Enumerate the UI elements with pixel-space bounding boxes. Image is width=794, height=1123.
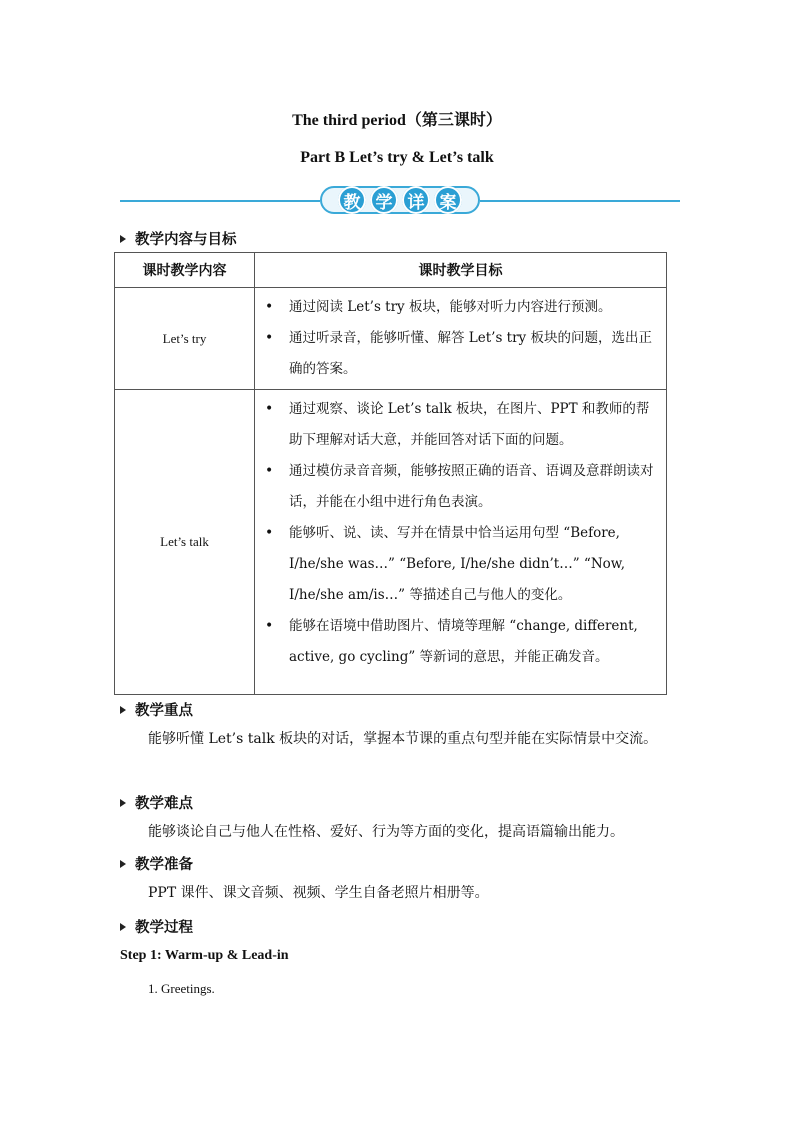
section-heading-difficulties: [120, 792, 193, 813]
table-header-cell: 课时教学内容: [115, 253, 255, 288]
section-heading-content-goals: [120, 228, 237, 249]
triangle-bullet-icon: [120, 923, 126, 931]
banner-char: 详: [402, 186, 430, 214]
triangle-bullet-icon: [120, 799, 126, 807]
section-heading-label: 教学准备: [135, 856, 193, 873]
section-heading-preparation: [120, 853, 193, 874]
triangle-bullet-icon: [120, 706, 126, 714]
triangle-bullet-icon: [120, 860, 126, 868]
difficulties-text: 能够谈论自己与他人在性格、爱好、行为等方面的变化，提高语篇输出能力。: [148, 824, 624, 840]
goal-item: • 通过听录音，能够听懂、解答 Let’s try 板块的问题，选出正确的答案。: [259, 323, 660, 385]
table-row: [115, 390, 667, 695]
goals-table: [114, 252, 667, 695]
banner-char: 案: [434, 186, 462, 214]
page-subtitle: Part B Let’s try & Let’s talk: [300, 149, 494, 166]
goal-item: • 能够听、说、读、写并在情景中恰当运用句型 “Before, I/he/she was…” “Before, I/he/she didn’t…” “Now, I/he/she am/is…” 等描述自己与他人的变化。: [259, 518, 660, 611]
step-item: 1. Greetings.: [148, 981, 215, 996]
step-heading: Step 1: Warm-up & Lead-in: [120, 948, 289, 963]
goal-item: • 通过模仿录音音频，能够按照正确的语音、语调及意群朗读对话，并能在小组中进行角色表演。: [259, 456, 660, 518]
banner-line-right: [480, 200, 680, 202]
section-heading-label: 教学重点: [135, 702, 193, 719]
triangle-bullet-icon: [120, 235, 126, 243]
section-heading-key-points: [120, 699, 193, 720]
table-header-row: [115, 253, 667, 288]
table-cell-goals: [255, 288, 667, 390]
banner-line-left: [120, 200, 320, 202]
banner-char: 学: [370, 186, 398, 214]
goal-item: • 能够在语境中借助图片、情境等理解 “change, different, active, go cycling” 等新词的意思，并能正确发音。: [259, 611, 660, 673]
preparation-text: PPT 课件、课文音频、视频、学生自备老照片相册等。: [148, 885, 489, 901]
section-heading-label: 教学难点: [135, 795, 193, 812]
section-heading-label: 教学内容与目标: [135, 231, 237, 248]
key-points-text: 能够听懂 Let’s talk 板块的对话，掌握本节课的重点句型并能在实际情景中交流。: [148, 731, 658, 747]
section-heading-label: 教学过程: [135, 919, 193, 936]
table-cell-goals: [255, 390, 667, 695]
goal-item: • 通过阅读 Let’s try 板块，能够对听力内容进行预测。: [259, 292, 660, 323]
section-banner: [120, 183, 680, 217]
banner-char: 教: [338, 186, 366, 214]
page-title: The third period（第三课时）: [292, 112, 502, 129]
goal-item: • 通过观察、谈论 Let’s talk 板块，在图片、PPT 和教师的帮助下理解对话大意，并能回答对话下面的问题。: [259, 394, 660, 456]
section-heading-process: [120, 916, 193, 937]
table-cell-content: Let’s try: [115, 288, 255, 390]
table-header-cell: 课时教学目标: [255, 253, 667, 288]
table-cell-content: Let’s talk: [115, 390, 255, 695]
banner-text: [338, 185, 462, 215]
table-row: [115, 288, 667, 390]
